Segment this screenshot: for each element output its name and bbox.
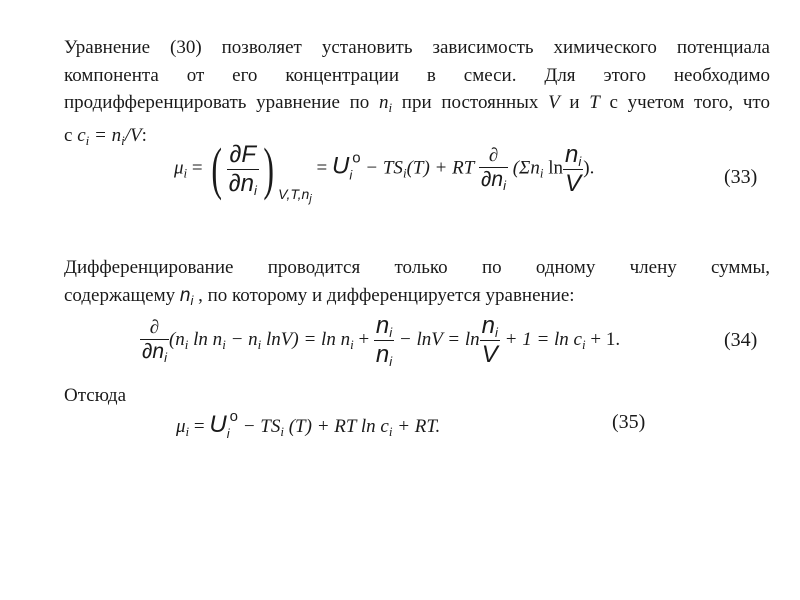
text-line: Дифференцирование проводится только по одному члену суммы, [64,257,770,278]
equation-number-35: (35) [612,411,646,433]
equation-35: $\mu_i = U_i^o - TS_i$ (T) + RT $\ln c_i$ + RT. [176,408,441,441]
equation-number-33: (33) [724,166,758,188]
text-line: продифференцировать уравнение по $n_i$ при постоянных V и T с учетом того, что [64,92,770,115]
text-line: содержащему $n_i$ , по которому и дифференцируется уравнение: [64,284,575,308]
equation-33: $\mu_i$ = ( $\frac{\partial F}{\partial n_i}$ ) $_{V,T,n_j} = U_i^o - TS_i(T)$ + RT $\frac{\partial}{\partial n_i}$ ($\Sigma n_i$ ln $\frac{n_i}{V}$ ). [174,136,595,206]
equation-number-34: (34) [724,329,758,351]
paragraph-hence [64,382,770,410]
fraction-dF-dn: $\frac{\partial F}{\partial n_i}$ [228,140,257,198]
fraction-n-V: $\frac{n_i}{V}$ [565,140,582,197]
paragraph-differentiation [64,254,770,314]
text-line: компонента от его концентрации в смеси. Для этого необходимо [64,64,770,86]
fraction-ni-ni: $\frac{n_i}{n_i}$ [375,312,393,369]
fraction-ni-V: $\frac{n_i}{V}$ [481,312,498,368]
fraction-d-dn: $\frac{\partial}{\partial n_i}$ [142,316,167,365]
text-line: Отсюда [64,385,127,406]
paragraph-intro [64,34,770,154]
fraction-d-dn: $\frac{\partial}{\partial n_i}$ [481,145,506,193]
equation-34: $\frac{\partial}{\partial n_i}$ ($n_i$ $\ln n_i - n_i$ $\ln V) = \ln n_i$ + $\frac{n_i}{n_i}$ − lnV = ln $\frac{n_i}{V}$ + $1 = \ln c_i + 1$. [142,312,621,369]
text-line: с $c_i = n_i/V$: [64,124,147,148]
text-line: Уравнение (30) позволяет установить зависимость химического потенциала [64,37,770,58]
